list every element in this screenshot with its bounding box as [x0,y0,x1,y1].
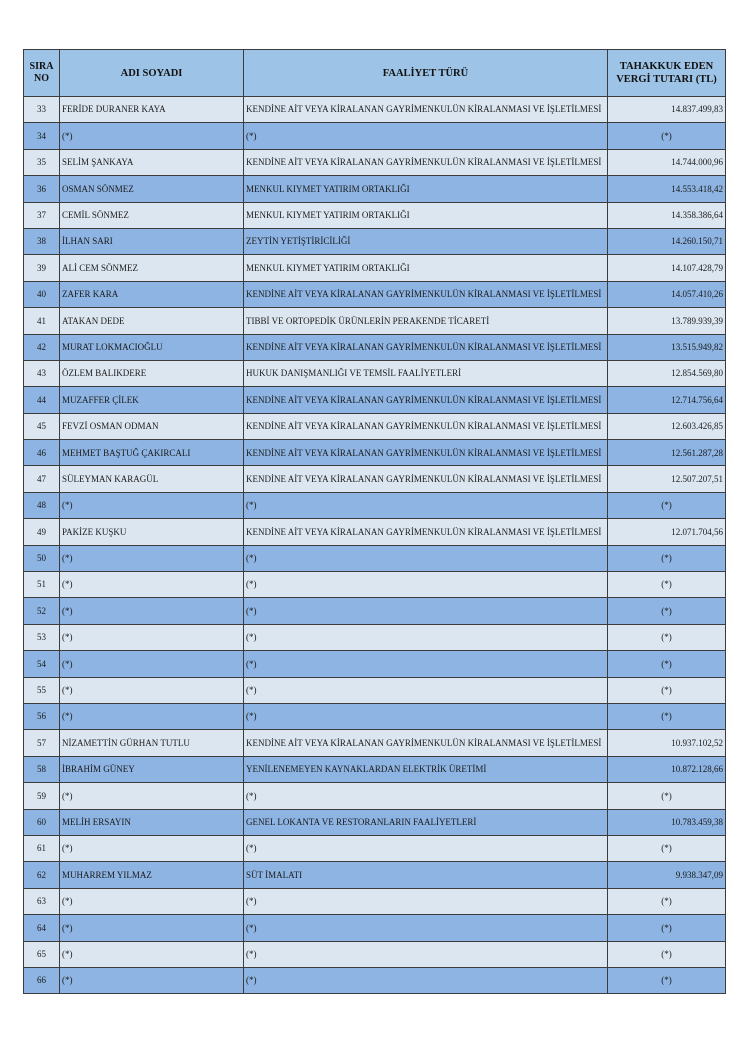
row-sira-no: 39 [24,255,60,281]
row-sira-no: 53 [24,624,60,650]
row-vergi-tutari: 10.872.128,66 [608,756,726,782]
row-sira-no: 50 [24,545,60,571]
row-sira-no: 62 [24,862,60,888]
table-row [24,492,726,518]
row-faaliyet-turu: (*) [244,967,608,993]
header-sira-no: SIRA NO [24,50,60,97]
row-faaliyet-turu: MENKUL KIYMET YATIRIM ORTAKLIĞI [244,176,608,202]
table-row [24,967,726,993]
row-vergi-tutari: (*) [608,941,726,967]
table-row [24,545,726,571]
row-adi-soyadi: MUHARREM YILMAZ [60,862,244,888]
row-vergi-tutari: 12.854.569,80 [608,360,726,386]
row-faaliyet-turu: (*) [244,941,608,967]
row-vergi-tutari: (*) [608,123,726,149]
row-faaliyet-turu: (*) [244,545,608,571]
row-faaliyet-turu: KENDİNE AİT VEYA KİRALANAN GAYRİMENKULÜN KİRALANMASI VE İŞLETİLMESİ [244,440,608,466]
row-vergi-tutari: 13.515.949,82 [608,334,726,360]
row-adi-soyadi: MELİH ERSAYIN [60,809,244,835]
table-row [24,149,726,175]
table-body [24,97,726,994]
row-sira-no: 38 [24,228,60,254]
row-adi-soyadi: (*) [60,624,244,650]
row-adi-soyadi: (*) [60,783,244,809]
row-faaliyet-turu: (*) [244,677,608,703]
row-vergi-tutari: (*) [608,598,726,624]
table-row [24,440,726,466]
table-header-row [24,50,726,97]
row-faaliyet-turu: KENDİNE AİT VEYA KİRALANAN GAYRİMENKULÜN KİRALANMASI VE İŞLETİLMESİ [244,387,608,413]
row-faaliyet-turu: TIBBİ VE ORTOPEDİK ÜRÜNLERİN PERAKENDE TİCARETİ [244,308,608,334]
table-row [24,176,726,202]
row-adi-soyadi: MEHMET BAŞTUĞ ÇAKIRCALI [60,440,244,466]
row-adi-soyadi: (*) [60,545,244,571]
row-sira-no: 48 [24,492,60,518]
row-sira-no: 51 [24,572,60,598]
row-vergi-tutari: (*) [608,783,726,809]
row-faaliyet-turu: (*) [244,783,608,809]
row-adi-soyadi: (*) [60,967,244,993]
table-row [24,730,726,756]
row-adi-soyadi: CEMİL SÖNMEZ [60,202,244,228]
row-adi-soyadi: PAKİZE KUŞKU [60,519,244,545]
row-adi-soyadi: MURAT LOKMACIOĞLU [60,334,244,360]
table-row [24,677,726,703]
row-faaliyet-turu: (*) [244,598,608,624]
row-adi-soyadi: (*) [60,915,244,941]
row-faaliyet-turu: KENDİNE AİT VEYA KİRALANAN GAYRİMENKULÜN KİRALANMASI VE İŞLETİLMESİ [244,149,608,175]
row-adi-soyadi: (*) [60,703,244,729]
row-faaliyet-turu: MENKUL KIYMET YATIRIM ORTAKLIĞI [244,255,608,281]
row-vergi-tutari: 14.553.418,42 [608,176,726,202]
table-row [24,413,726,439]
row-faaliyet-turu: (*) [244,835,608,861]
table-row [24,809,726,835]
table-row [24,703,726,729]
row-sira-no: 65 [24,941,60,967]
row-faaliyet-turu: (*) [244,888,608,914]
row-sira-no: 49 [24,519,60,545]
row-sira-no: 44 [24,387,60,413]
table-row [24,360,726,386]
row-vergi-tutari: (*) [608,572,726,598]
row-faaliyet-turu: (*) [244,492,608,518]
row-sira-no: 54 [24,651,60,677]
table-row [24,97,726,123]
table-row [24,228,726,254]
header-vergi-tutari: TAHAKKUK EDEN VERGİ TUTARI (TL) [608,50,726,97]
row-sira-no: 37 [24,202,60,228]
row-vergi-tutari: 12.071.704,56 [608,519,726,545]
row-faaliyet-turu: KENDİNE AİT VEYA KİRALANAN GAYRİMENKULÜN KİRALANMASI VE İŞLETİLMESİ [244,519,608,545]
row-vergi-tutari: 14.107.428,79 [608,255,726,281]
row-faaliyet-turu: ZEYTİN YETİŞTİRİCİLİĞİ [244,228,608,254]
row-vergi-tutari: 14.260.150,71 [608,228,726,254]
row-faaliyet-turu: (*) [244,703,608,729]
row-adi-soyadi: İBRAHİM GÜNEY [60,756,244,782]
table-row [24,651,726,677]
row-adi-soyadi: NİZAMETTİN GÜRHAN TUTLU [60,730,244,756]
table-row [24,466,726,492]
row-vergi-tutari: (*) [608,624,726,650]
row-sira-no: 33 [24,97,60,123]
table-row [24,519,726,545]
row-vergi-tutari: (*) [608,651,726,677]
row-vergi-tutari: 12.714.756,64 [608,387,726,413]
row-adi-soyadi: (*) [60,941,244,967]
row-sira-no: 35 [24,149,60,175]
row-sira-no: 55 [24,677,60,703]
row-adi-soyadi: ÖZLEM BALIKDERE [60,360,244,386]
row-sira-no: 59 [24,783,60,809]
row-faaliyet-turu: (*) [244,123,608,149]
header-faaliyet-turu: FAALİYET TÜRÜ [244,50,608,97]
table-row [24,202,726,228]
row-vergi-tutari: 14.837.499,83 [608,97,726,123]
row-sira-no: 47 [24,466,60,492]
row-sira-no: 41 [24,308,60,334]
row-vergi-tutari: (*) [608,888,726,914]
row-faaliyet-turu: YENİLENEMEYEN KAYNAKLARDAN ELEKTRİK ÜRETİMİ [244,756,608,782]
row-sira-no: 66 [24,967,60,993]
row-faaliyet-turu: SÜT İMALATI [244,862,608,888]
row-sira-no: 34 [24,123,60,149]
table-row [24,888,726,914]
table-row [24,624,726,650]
row-sira-no: 60 [24,809,60,835]
table-row [24,255,726,281]
row-sira-no: 52 [24,598,60,624]
row-vergi-tutari: 13.789.939,39 [608,308,726,334]
row-sira-no: 42 [24,334,60,360]
table-row [24,334,726,360]
row-adi-soyadi: (*) [60,835,244,861]
row-vergi-tutari: (*) [608,835,726,861]
row-faaliyet-turu: KENDİNE AİT VEYA KİRALANAN GAYRİMENKULÜN KİRALANMASI VE İŞLETİLMESİ [244,281,608,307]
row-adi-soyadi: MUZAFFER ÇİLEK [60,387,244,413]
row-adi-soyadi: (*) [60,492,244,518]
row-faaliyet-turu: KENDİNE AİT VEYA KİRALANAN GAYRİMENKULÜN KİRALANMASI VE İŞLETİLMESİ [244,97,608,123]
row-faaliyet-turu: (*) [244,651,608,677]
row-faaliyet-turu: (*) [244,624,608,650]
row-adi-soyadi: ATAKAN DEDE [60,308,244,334]
table-row [24,281,726,307]
row-vergi-tutari: 14.057.410,26 [608,281,726,307]
row-vergi-tutari: 14.744.000,96 [608,149,726,175]
header-adi-soyadi: ADI SOYADI [60,50,244,97]
row-sira-no: 43 [24,360,60,386]
row-faaliyet-turu: HUKUK DANIŞMANLIĞI VE TEMSİL FAALİYETLERİ [244,360,608,386]
row-vergi-tutari: (*) [608,967,726,993]
row-adi-soyadi: (*) [60,123,244,149]
row-faaliyet-turu: KENDİNE AİT VEYA KİRALANAN GAYRİMENKULÜN KİRALANMASI VE İŞLETİLMESİ [244,466,608,492]
row-sira-no: 56 [24,703,60,729]
row-adi-soyadi: SELİM ŞANKAYA [60,149,244,175]
row-vergi-tutari: (*) [608,545,726,571]
row-sira-no: 64 [24,915,60,941]
row-vergi-tutari: 12.561.287,28 [608,440,726,466]
row-vergi-tutari: (*) [608,677,726,703]
row-vergi-tutari: (*) [608,703,726,729]
row-vergi-tutari: 14.358.386,64 [608,202,726,228]
row-adi-soyadi: (*) [60,677,244,703]
row-sira-no: 46 [24,440,60,466]
table-row [24,756,726,782]
row-adi-soyadi: FEVZİ OSMAN ODMAN [60,413,244,439]
table-row [24,308,726,334]
row-adi-soyadi: SÜLEYMAN KARAGÜL [60,466,244,492]
row-vergi-tutari: (*) [608,915,726,941]
row-vergi-tutari: 12.507.207,51 [608,466,726,492]
row-adi-soyadi: İLHAN SARI [60,228,244,254]
row-faaliyet-turu: (*) [244,572,608,598]
row-sira-no: 61 [24,835,60,861]
table-row [24,572,726,598]
row-adi-soyadi: ZAFER KARA [60,281,244,307]
row-faaliyet-turu: MENKUL KIYMET YATIRIM ORTAKLIĞI [244,202,608,228]
row-sira-no: 36 [24,176,60,202]
table-row [24,941,726,967]
table-row [24,915,726,941]
row-faaliyet-turu: (*) [244,915,608,941]
row-adi-soyadi: (*) [60,651,244,677]
row-vergi-tutari: (*) [608,492,726,518]
taxpayer-table [23,49,726,994]
table-row [24,598,726,624]
row-adi-soyadi: (*) [60,888,244,914]
row-adi-soyadi: ALİ CEM SÖNMEZ [60,255,244,281]
row-faaliyet-turu: KENDİNE AİT VEYA KİRALANAN GAYRİMENKULÜN KİRALANMASI VE İŞLETİLMESİ [244,413,608,439]
row-faaliyet-turu: KENDİNE AİT VEYA KİRALANAN GAYRİMENKULÜN KİRALANMASI VE İŞLETİLMESİ [244,730,608,756]
row-vergi-tutari: 12.603.426,85 [608,413,726,439]
table-row [24,123,726,149]
table-row [24,862,726,888]
table-row [24,783,726,809]
row-faaliyet-turu: KENDİNE AİT VEYA KİRALANAN GAYRİMENKULÜN KİRALANMASI VE İŞLETİLMESİ [244,334,608,360]
row-adi-soyadi: (*) [60,598,244,624]
row-sira-no: 40 [24,281,60,307]
row-adi-soyadi: FERİDE DURANER KAYA [60,97,244,123]
tax-list-sheet [23,49,725,994]
row-sira-no: 63 [24,888,60,914]
row-faaliyet-turu: GENEL LOKANTA VE RESTORANLARIN FAALİYETLERİ [244,809,608,835]
row-adi-soyadi: OSMAN SÖNMEZ [60,176,244,202]
row-sira-no: 57 [24,730,60,756]
row-vergi-tutari: 9.938.347,09 [608,862,726,888]
row-adi-soyadi: (*) [60,572,244,598]
row-sira-no: 58 [24,756,60,782]
table-row [24,835,726,861]
row-vergi-tutari: 10.937.102,52 [608,730,726,756]
row-sira-no: 45 [24,413,60,439]
table-row [24,387,726,413]
row-vergi-tutari: 10.783.459,38 [608,809,726,835]
